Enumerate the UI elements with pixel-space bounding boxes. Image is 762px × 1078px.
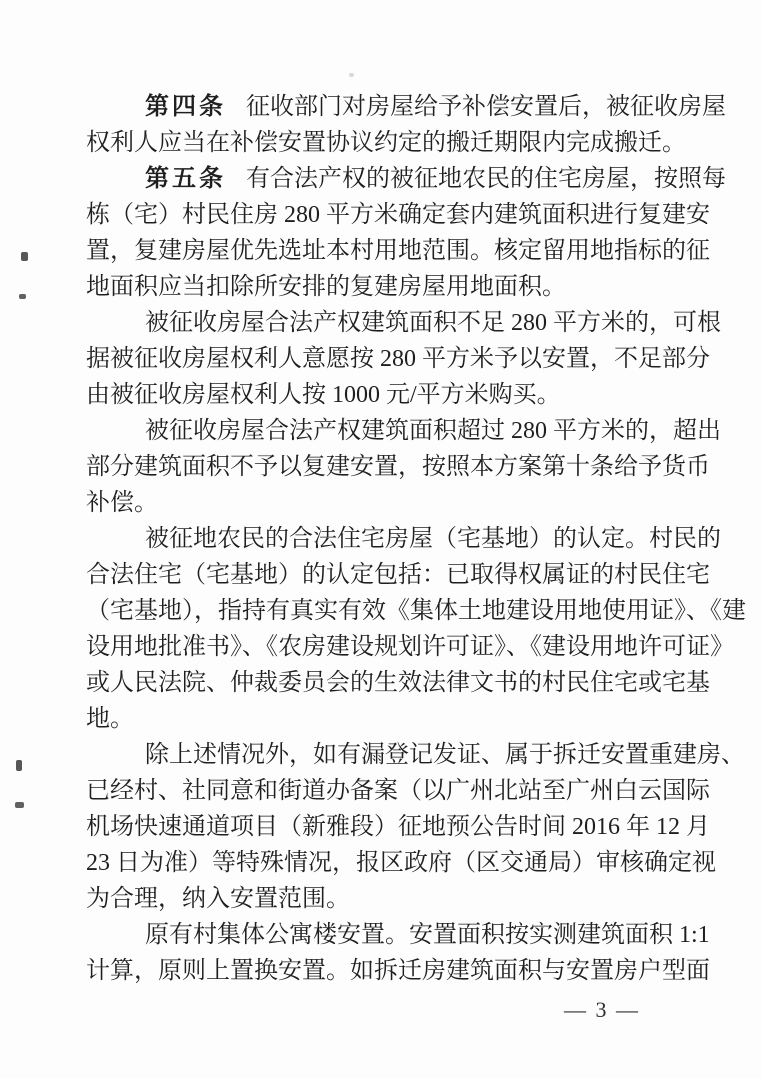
paragraph-homestead-recognition: [86, 521, 746, 737]
scan-speck: [16, 760, 22, 771]
scan-speck: [15, 802, 24, 808]
article-number: 第四条: [145, 94, 226, 120]
paragraph-apartment-resettlement: [86, 917, 710, 989]
doc-line: 已经村、社同意和街道办备案（以广州北站至广州白云国际: [86, 778, 710, 804]
article-number: 第五条: [145, 166, 226, 192]
doc-line: 部分建筑面积不予以复建安置，按照本方案第十条给予货币: [86, 454, 710, 480]
doc-line: （宅基地），指持有真实有效《集体土地建设用地使用证》、《建: [86, 598, 746, 624]
doc-line: 除上述情况外，如有漏登记发证、属于拆迁安置重建房、: [145, 742, 745, 768]
doc-line: 置，复建房屋优先选址本村用地范围。核定留用地指标的征: [86, 238, 710, 264]
doc-line: 被征收房屋合法产权建筑面积超过 280 平方米的，超出: [145, 418, 721, 444]
paragraph-article-4: [86, 89, 726, 161]
page-number: — 3 —: [564, 997, 640, 1022]
doc-line: [86, 89, 726, 125]
doc-line: [86, 161, 726, 197]
doc-line: 地面积应当扣除所安排的复建房屋用地面积。: [86, 274, 566, 300]
doc-line: 23 日为准）等特殊情况，报区政府（区交通局）审核确定视: [86, 850, 716, 876]
doc-line: 由被征收房屋权利人按 1000 元/平方米购买。: [86, 382, 561, 408]
paragraph-under-280: [86, 305, 721, 413]
doc-line: 被征收房屋合法产权建筑面积不足 280 平方米的，可根: [145, 310, 721, 336]
paragraph-over-280: [86, 413, 721, 521]
doc-line: 补偿。: [86, 490, 158, 516]
paragraph-article-5: [86, 161, 726, 305]
doc-line: 合法住宅（宅基地）的认定包括：已取得权属证的村民住宅: [86, 562, 710, 588]
doc-line: 权利人应当在补偿安置协议约定的搬迁期限内完成搬迁。: [86, 130, 686, 156]
doc-line-text: 有合法产权的被征地农民的住宅房屋，按照每: [246, 166, 726, 192]
scan-speck: [349, 73, 354, 77]
document-body: [86, 89, 746, 989]
doc-line: 栋（宅）村民住房 280 平方米确定套内建筑面积进行复建安: [86, 202, 710, 228]
doc-line: 地。: [86, 706, 134, 732]
doc-line: 被征地农民的合法住宅房屋（宅基地）的认定。村民的: [145, 526, 721, 552]
doc-line: 原有村集体公寓楼安置。安置面积按实测建筑面积 1:1: [145, 922, 710, 948]
doc-line: 机场快速通道项目（新雅段）征地预公告时间 2016 年 12 月: [86, 814, 710, 840]
doc-line: 计算，原则上置换安置。如拆迁房建筑面积与安置房户型面: [86, 958, 710, 984]
doc-line: 或人民法院、仲裁委员会的生效法律文书的村民住宅或宅基: [86, 670, 710, 696]
scan-speck: [21, 252, 28, 261]
paragraph-special-cases: [86, 737, 745, 917]
scan-speck: [19, 294, 26, 299]
doc-line: 为合理，纳入安置范围。: [86, 886, 350, 912]
doc-line: 据被征收房屋权利人意愿按 280 平方米予以安置，不足部分: [86, 346, 710, 372]
doc-line-text: 征收部门对房屋给予补偿安置后，被征收房屋: [246, 94, 726, 120]
doc-line: 设用地批准书》、《农房建设规划许可证》、《建设用地许可证》: [86, 634, 734, 660]
